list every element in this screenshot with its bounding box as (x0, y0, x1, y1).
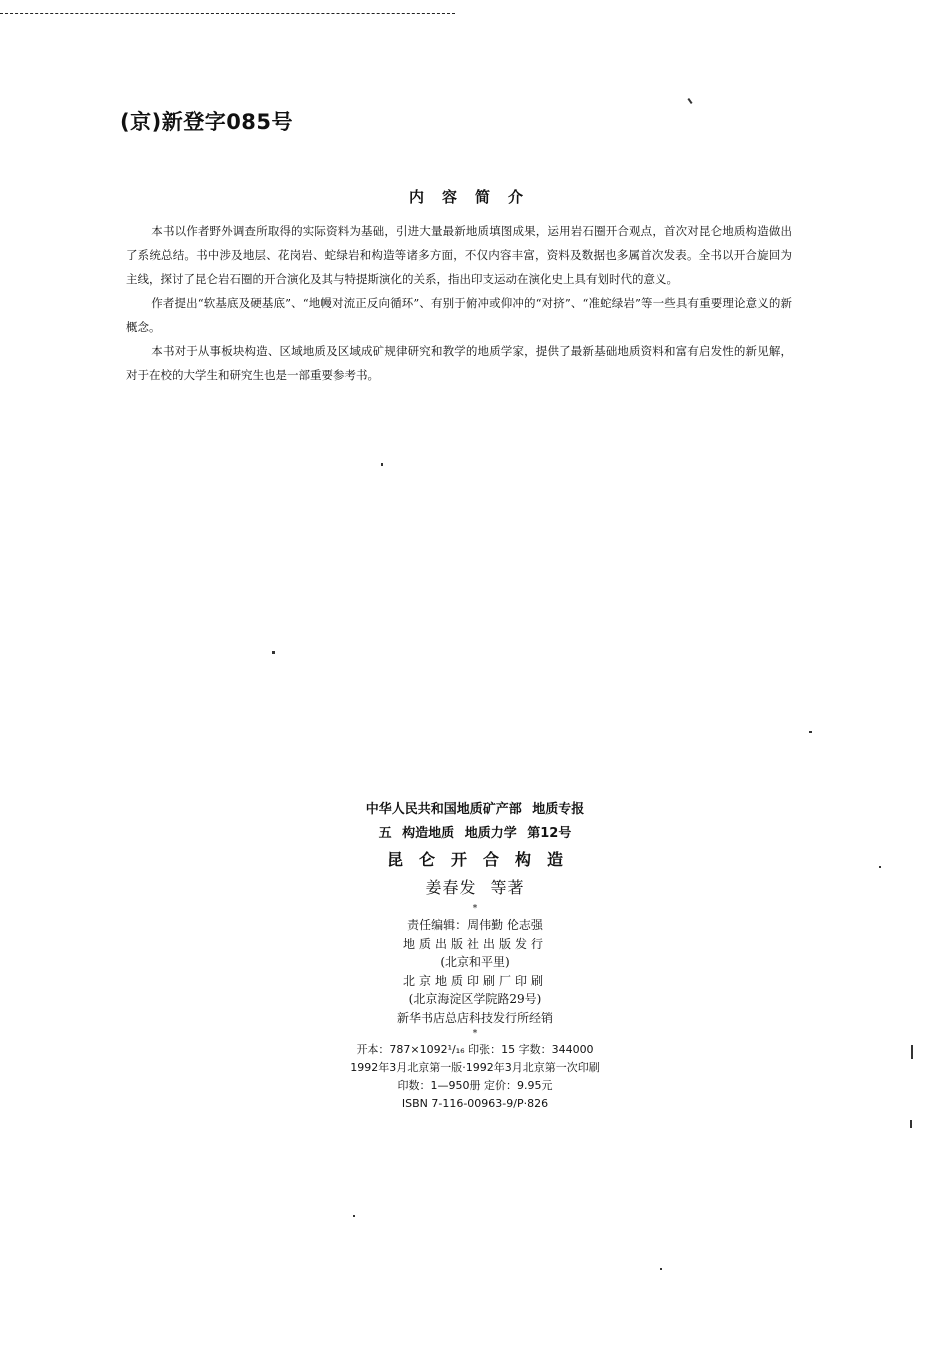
summary-paragraph-1: 本书以作者野外调查所取得的实际资料为基础，引进大量最新地质填图成果，运用岩石圈开合观点，首次对昆仑地质构造做出了系统总结。书中涉及地层、花岗岩、蛇绿岩和构造等诸多方面，不仅内容丰富，资料及数据也多属首次发表。全书以开合旋回为主线，探讨了昆仑岩石圈的开合演化及其与特提斯演化的关系，指出印支运动在演化史上具有划时代的意义。 (126, 224, 792, 286)
publication-license-number: (京)新登字085号 (120, 110, 294, 134)
scan-speck (272, 651, 275, 654)
colophon (250, 798, 700, 1113)
series-line-2: 五 构造地质 地质力学 第12号 (378, 826, 572, 841)
scan-speck (687, 98, 692, 104)
scan-speck (879, 866, 881, 868)
summary-paragraph-2: 作者提出“软基底及硬基底”、“地幔对流正反向循环”、有别于俯冲或仰冲的“对挤”、“准蛇绿岩”等一些具有重要理论意义的新概念。 (126, 296, 792, 334)
printer-address: (北京海淀区学院路29号) (408, 992, 542, 1006)
printer-line: 北京地质印刷厂印刷 (402, 973, 547, 988)
publisher-line: 地质出版社出版发行 (402, 936, 547, 951)
editors-line: 责任编辑：周伟勤 伦志强 (407, 918, 543, 932)
publisher-address: (北京和平里) (440, 955, 510, 969)
summary-heading: 内容简介 (408, 188, 541, 206)
author-line: 姜春发 等著 (425, 878, 525, 897)
series-line-1: 中华人民共和国地质矿产部 地质专报 (365, 802, 585, 817)
book-title: 昆仑开合构造 (386, 850, 579, 869)
scan-speck (381, 463, 383, 466)
scan-speck (660, 1268, 662, 1270)
edition-line: 1992年3月北京第一版·1992年3月北京第一次印刷 (350, 1061, 600, 1074)
format-line: 开本：787×1092¹/₁₆ 印张：15 字数：344000 (356, 1043, 594, 1056)
distributor-line: 新华书店总店科技发行所经销 (396, 1010, 553, 1025)
top-dashed-rule (0, 13, 455, 14)
scan-speck (911, 1045, 913, 1059)
scan-speck (910, 1120, 912, 1128)
summary-paragraph-3: 本书对于从事板块构造、区域地质及区域成矿规律研究和教学的地质学家，提供了最新基础地质资料和富有启发性的新见解，对于在校的大学生和研究生也是一部重要参考书。 (126, 344, 792, 382)
separator-star: * (472, 904, 478, 914)
scan-speck (353, 1215, 355, 1217)
separator-star-2: * (472, 1029, 478, 1039)
scan-speck (809, 731, 812, 733)
print-run-price-line: 印数：1—950册 定价：9.95元 (397, 1079, 553, 1092)
summary-section (126, 219, 792, 387)
isbn-line: ISBN 7-116-00963-9/P·826 (401, 1097, 549, 1110)
